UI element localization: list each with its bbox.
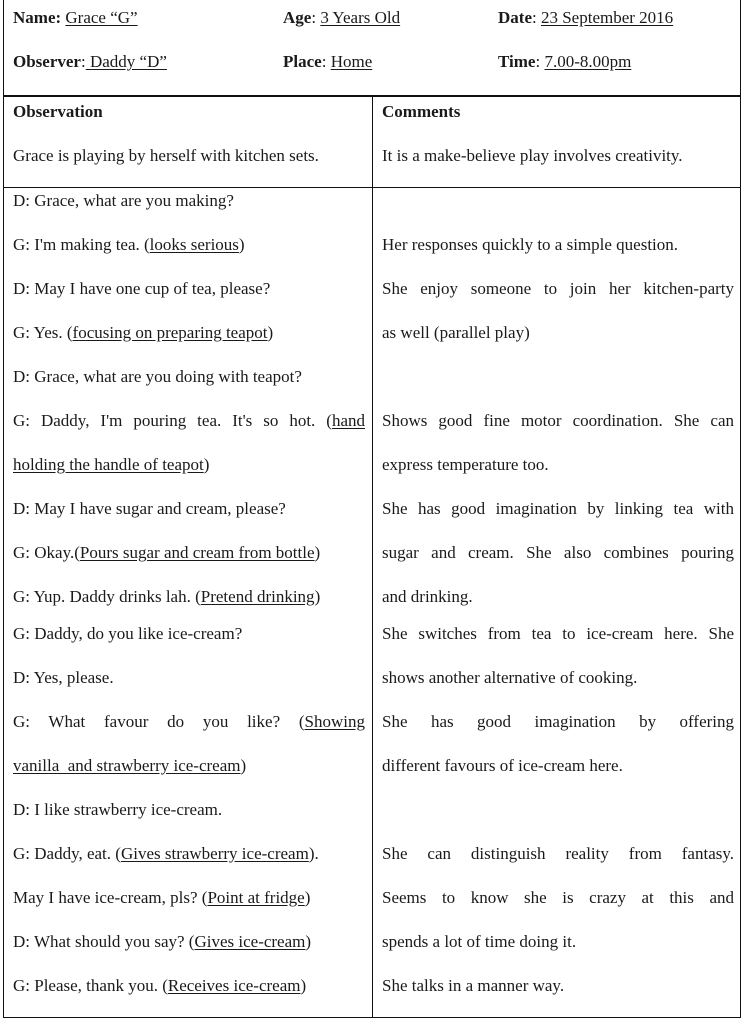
closing-punctuation: ) <box>305 932 312 951</box>
column-divider <box>372 97 373 1017</box>
comment-line: She enjoy someone to join her kitchen-party <box>382 279 734 298</box>
observation-line <box>13 668 365 688</box>
comment-line: Shows good fine motor coordination. She can <box>382 411 734 430</box>
age-value: 3 Years Old <box>320 8 401 27</box>
dialogue-text: May I have ice-cream, pls? ( <box>13 888 208 907</box>
comment-line: She can distinguish reality from fantasy. <box>382 844 734 863</box>
age-field <box>283 8 400 28</box>
dialogue-text: G: Yes. ( <box>13 323 73 342</box>
observation-line <box>13 888 365 908</box>
closing-punctuation: ) <box>314 543 321 562</box>
row-divider <box>4 187 740 188</box>
observation-line <box>13 191 365 211</box>
observation-line <box>13 411 365 431</box>
date-field <box>498 8 673 28</box>
comment-line: shows another alternative of cooking. <box>382 668 638 687</box>
dialogue-text: D: I like strawberry ice-cream. <box>13 800 223 819</box>
observation-line <box>13 455 365 475</box>
observation-line <box>13 932 365 952</box>
closing-punctuation: ) <box>203 455 210 474</box>
name-label: Name: <box>13 8 62 27</box>
date-value: 23 September 2016 <box>540 8 674 27</box>
dialogue-text: G: Daddy, do you like ice-cream? <box>13 624 243 643</box>
observation-line <box>13 587 365 607</box>
place-label: Place <box>283 52 322 71</box>
observation-line <box>13 543 365 563</box>
action-note: Gives ice-cream <box>194 932 306 951</box>
observer-colon: : <box>80 52 86 71</box>
comment-line: Her responses quickly to a simple question. <box>382 235 679 254</box>
closing-punctuation: ) <box>300 976 307 995</box>
closing-punctuation: ) <box>238 235 245 254</box>
closing-punctuation: ). <box>308 844 319 863</box>
comment-line: and drinking. <box>382 587 473 606</box>
action-note: hand <box>331 411 365 430</box>
date-label: Date <box>498 8 532 27</box>
time-value: 7.00-8.00pm <box>544 52 632 71</box>
observer-field <box>13 52 167 72</box>
dialogue-text: G: Yup. Daddy drinks lah. ( <box>13 587 201 606</box>
comment-line: She switches from tea to ice-cream here. She <box>382 624 734 643</box>
dialogue-text: G: I'm making tea. ( <box>13 235 150 254</box>
name-field <box>13 8 138 28</box>
place-value: Home <box>330 52 373 71</box>
dialogue-text: D: Yes, please. <box>13 668 114 687</box>
comment-line: She has good imagination by offering <box>382 712 734 731</box>
dialogue-text: D: May I have one cup of tea, please? <box>13 279 271 298</box>
comment-line: as well (parallel play) <box>382 323 530 342</box>
summary-comment: It is a make-believe play involves creativity. <box>382 146 683 165</box>
dialogue-text: G: What favour do you like? ( <box>13 712 305 731</box>
time-field <box>498 52 631 72</box>
dialogue-text: D: Grace, what are you making? <box>13 191 234 210</box>
action-note: Showing <box>304 712 365 731</box>
comment-line: express temperature too. <box>382 455 549 474</box>
action-note: looks serious <box>149 235 239 254</box>
action-note: vanilla and strawberry ice-cream <box>13 756 241 775</box>
observation-line <box>13 499 365 519</box>
summary-observation: Grace is playing by herself with kitchen sets. <box>13 146 319 165</box>
observation-line <box>13 756 365 776</box>
observation-line <box>13 976 365 996</box>
action-note: Gives strawberry ice-cream <box>120 844 309 863</box>
dialogue-text: G: Okay.( <box>13 543 80 562</box>
closing-punctuation: ) <box>240 756 247 775</box>
observation-header: Observation <box>13 102 103 121</box>
action-note: Point at fridge <box>207 888 305 907</box>
comment-line: sugar and cream. She also combines pouring <box>382 543 734 562</box>
comment-line: She talks in a manner way. <box>382 976 565 995</box>
comment-line: different favours of ice-cream here. <box>382 756 623 775</box>
time-label: Time <box>498 52 536 71</box>
observation-info-header <box>3 0 741 96</box>
place-colon: : <box>321 52 327 71</box>
dialogue-text: D: May I have sugar and cream, please? <box>13 499 286 518</box>
closing-punctuation: ) <box>314 587 321 606</box>
observation-line <box>13 712 365 732</box>
age-colon: : <box>311 8 317 27</box>
comment-line: She has good imagination by linking tea with <box>382 499 734 518</box>
dialogue-text: D: Grace, what are you doing with teapot? <box>13 367 302 386</box>
observation-line <box>13 800 365 820</box>
action-note: Pours sugar and cream from bottle <box>79 543 315 562</box>
observer-value: Daddy “D” <box>85 52 167 71</box>
comment-line: spends a lot of time doing it. <box>382 932 577 951</box>
closing-punctuation: ) <box>267 323 274 342</box>
dialogue-text: G: Please, thank you. ( <box>13 976 168 995</box>
closing-punctuation: ) <box>304 888 311 907</box>
observation-line <box>13 367 365 387</box>
observation-line <box>13 323 365 343</box>
place-field <box>283 52 372 72</box>
observation-line <box>13 844 365 864</box>
dialogue-text: G: Daddy, I'm pouring tea. It's so hot. ( <box>13 411 332 430</box>
age-label: Age <box>283 8 312 27</box>
time-colon: : <box>535 52 541 71</box>
dialogue-text: D: What should you say? ( <box>13 932 195 951</box>
dialogue-text: G: Daddy, eat. ( <box>13 844 121 863</box>
action-note: focusing on preparing teapot <box>72 323 268 342</box>
observation-table <box>3 96 741 1018</box>
comment-line: Seems to know she is crazy at this and <box>382 888 734 907</box>
observation-line <box>13 624 365 644</box>
date-colon: : <box>531 8 537 27</box>
action-note: Receives ice-cream <box>167 976 301 995</box>
comments-header: Comments <box>382 102 461 121</box>
action-note: Pretend drinking <box>200 587 315 606</box>
action-note: holding the handle of teapot <box>13 455 204 474</box>
observation-line <box>13 235 365 255</box>
observer-label: Observer <box>13 52 81 71</box>
name-value: Grace “G” <box>65 8 138 27</box>
observation-line <box>13 279 365 299</box>
